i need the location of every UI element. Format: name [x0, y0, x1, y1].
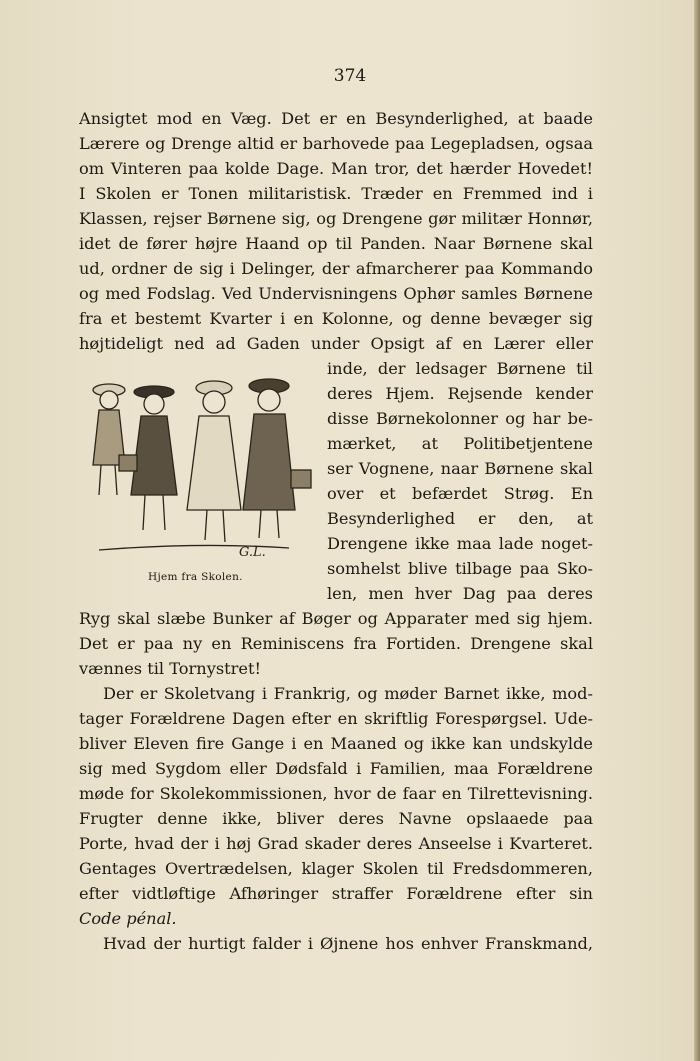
- text-line: om Vinteren paa kolde Dage. Man tror, det hærder Hovedet!: [79, 159, 593, 178]
- text-line: I Skolen er Tonen militaristisk. Træder en Fremmed ind i: [79, 184, 593, 203]
- text-line: deres Hjem. Rejsende kender: [327, 384, 593, 403]
- text-line: højtideligt ned ad Gaden under Opsigt af en Lærer eller: [79, 334, 593, 353]
- text-line: Porte, hvad der i høj Grad skader deres Anseelse i Kvarteret.: [79, 834, 593, 853]
- text-line: Hvad der hurtigt falder i Øjnene hos enhver Franskmand,: [103, 934, 593, 953]
- text-line: mærket, at Politibetjentene: [327, 434, 593, 453]
- text-line: len, men hver Dag paa deres: [327, 584, 593, 603]
- text-line: over et befærdet Strøg. En: [327, 484, 593, 503]
- text-line: Besynderlighed er den, at: [327, 509, 593, 528]
- page-edge: [694, 0, 700, 1061]
- wrapped-text-block: [327, 356, 593, 606]
- text-line: Lærere og Drenge altid er barhovede paa Legepladsen, ogsaa: [79, 134, 593, 153]
- text-line: Klassen, rejser Børnene sig, og Drengene gør militær Honnør,: [79, 209, 593, 228]
- text-line: Ryg skal slæbe Bunker af Bøger og Apparater med sig hjem.: [79, 609, 593, 628]
- text-line: Frugter denne ikke, bliver deres Navne opslaaede paa: [79, 809, 593, 828]
- illustration-drawing: [79, 370, 317, 570]
- text-line: sig med Sygdom eller Dødsfald i Familien, maa Forældrene: [79, 759, 593, 778]
- top-paragraph-block: [79, 106, 593, 356]
- text-line: [79, 906, 593, 931]
- text-line: Ansigtet mod en Væg. Det er en Besynderlighed, at baade: [79, 109, 593, 128]
- text-line: ser Vognene, naar Børnene skal: [327, 459, 593, 478]
- figure-caption: Hjem fra Skolen.: [148, 571, 243, 583]
- text-line: idet de fører højre Haand op til Panden. Naar Børnene skal: [79, 234, 593, 253]
- page-number: 374: [333, 66, 367, 86]
- illustration-signature: G.L.: [239, 545, 266, 560]
- text-line: somhelst blive tilbage paa Sko-: [327, 559, 593, 578]
- italic-phrase: Code pénal.: [79, 909, 177, 928]
- text-line: bliver Eleven fire Gange i en Maaned og ikke kan undskylde: [79, 734, 593, 753]
- bottom-paragraph-block: [79, 606, 593, 956]
- illustration-children-going-home: [79, 370, 317, 570]
- text-line: Det er paa ny en Reminiscens fra Fortiden. Drengene skal: [79, 634, 593, 653]
- text-line: tager Forældrene Dagen efter en skriftlig Forespørgsel. Ude-: [79, 709, 593, 728]
- text-line: vænnes til Tornystret!: [79, 659, 261, 678]
- text-line: møde for Skolekommissionen, hvor de faar en Tilrettevisning.: [79, 784, 593, 803]
- text-line: fra et bestemt Kvarter i en Kolonne, og denne bevæger sig: [79, 309, 593, 328]
- text-line: Gentages Overtrædelsen, klager Skolen til Fredsdommeren,: [79, 859, 593, 878]
- text-line: Drengene ikke maa lade noget-: [327, 534, 593, 553]
- text-line: disse Børnekolonner og har be-: [327, 409, 593, 428]
- text-line: inde, der ledsager Børnene til: [327, 359, 593, 378]
- text-line: og med Fodslag. Ved Undervisningens Ophør samles Børnene: [79, 284, 593, 303]
- text-line: efter vidtløftige Afhøringer straffer Forældrene efter sin: [79, 884, 593, 903]
- text-line: ud, ordner de sig i Delinger, der afmarcherer paa Kommando: [79, 259, 593, 278]
- text-line: Der er Skoletvang i Frankrig, og møder Barnet ikke, mod-: [103, 684, 593, 703]
